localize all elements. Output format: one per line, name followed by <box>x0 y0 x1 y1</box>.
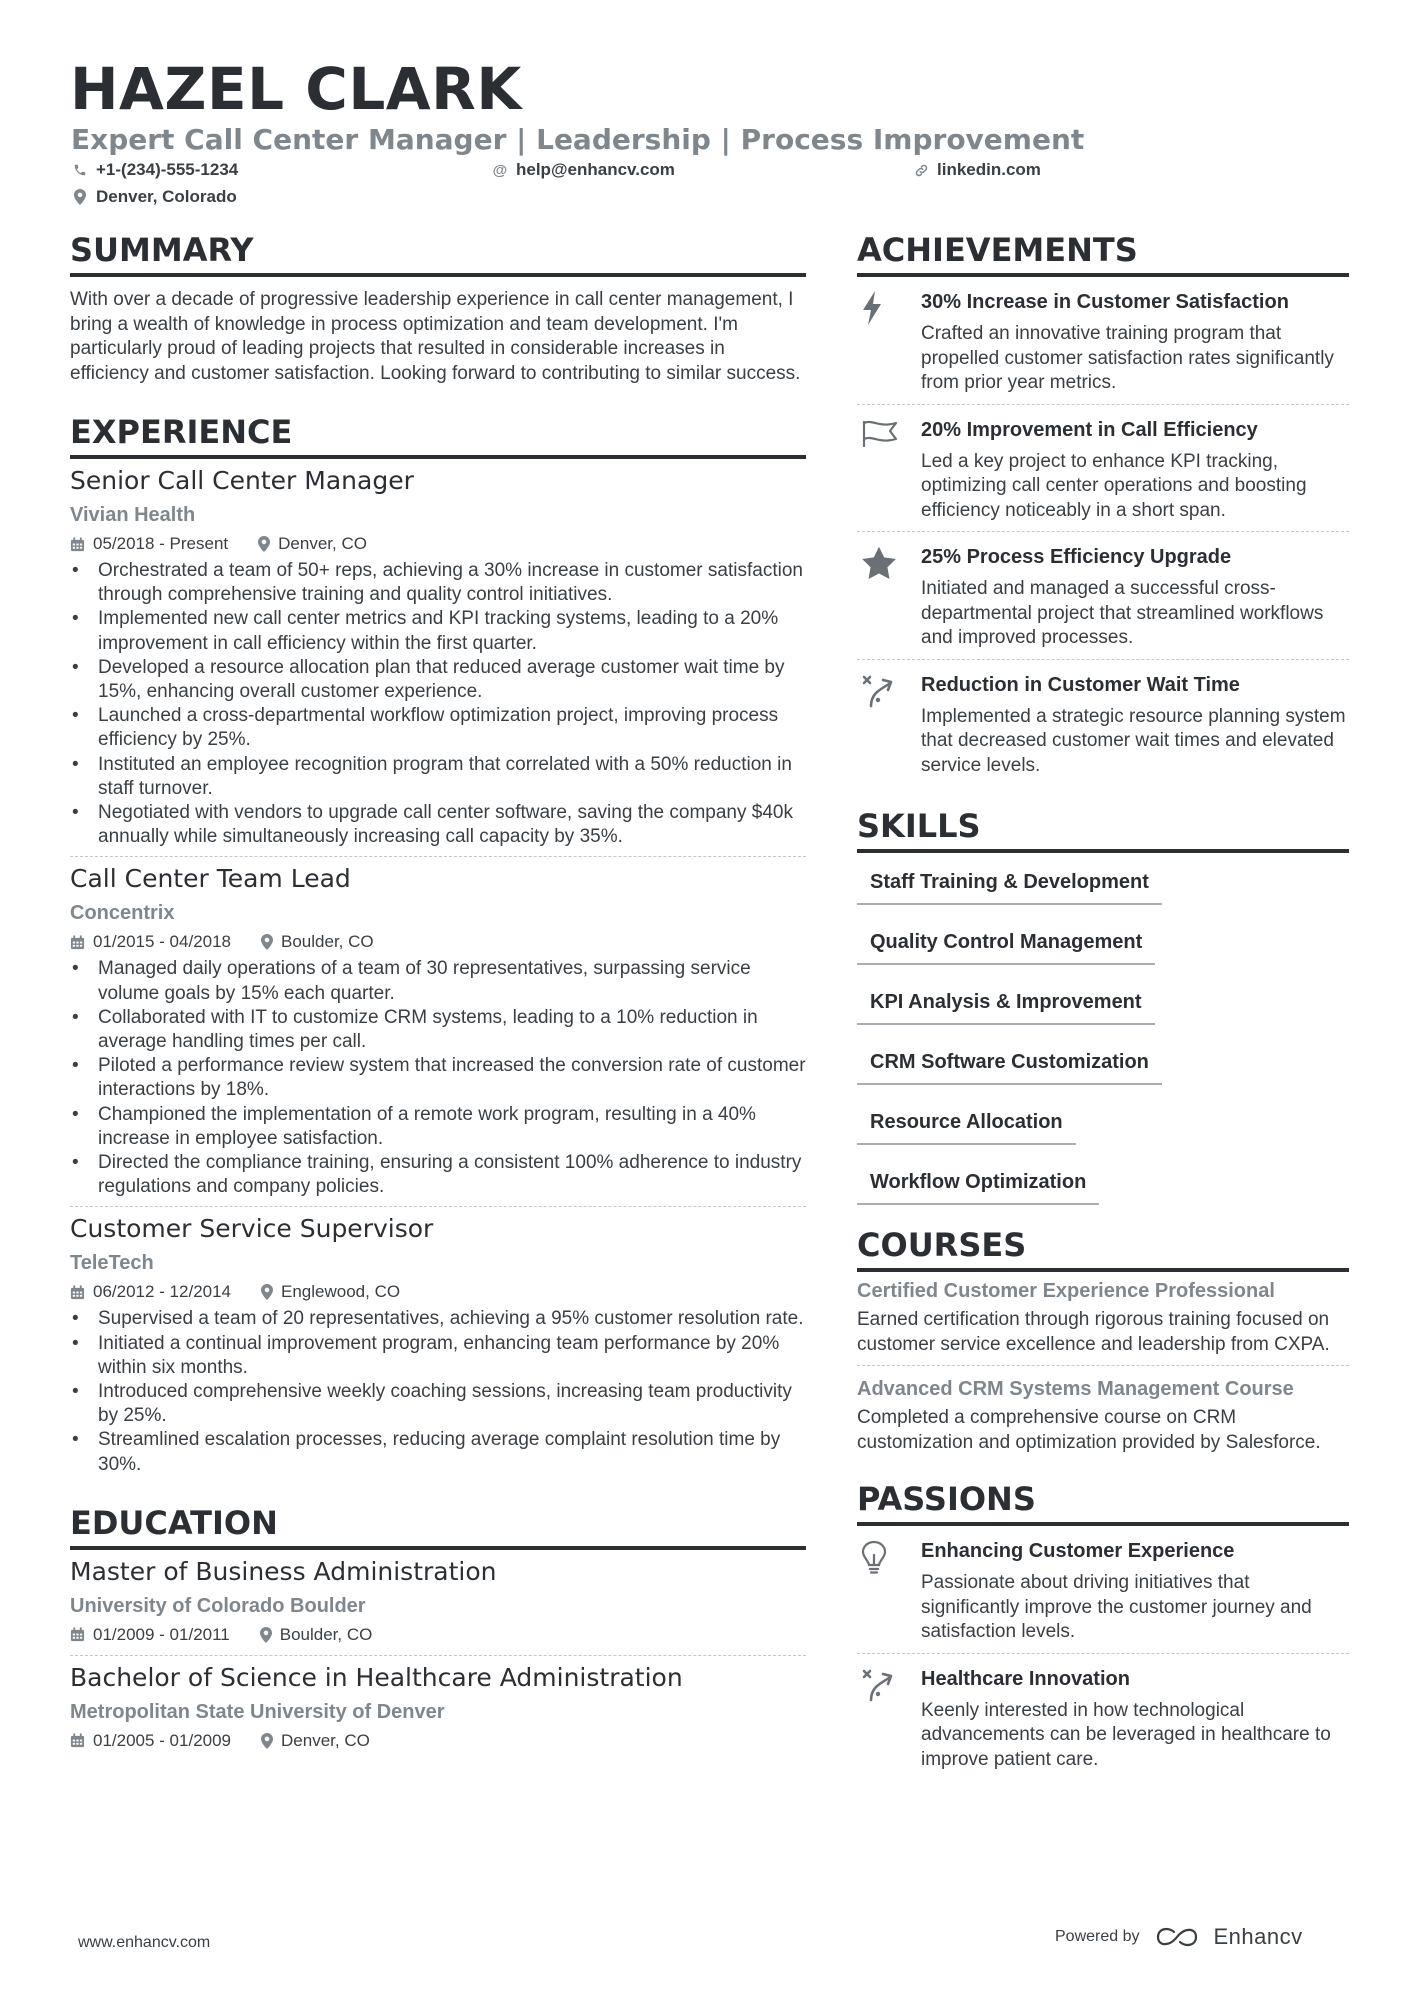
education-dates-text: 01/2009 - 01/2011 <box>93 1624 230 1644</box>
location-pin-icon <box>261 934 273 950</box>
job-location <box>261 1280 400 1304</box>
path-icon <box>857 1666 921 1773</box>
summary-heading: SUMMARY <box>70 230 806 277</box>
course-item <box>857 1272 1349 1365</box>
path-icon <box>857 672 921 779</box>
at-icon: @ <box>492 161 508 179</box>
skill-tag: CRM Software Customization <box>857 1043 1162 1085</box>
flag-icon <box>857 417 921 524</box>
job-dates <box>70 532 228 556</box>
passion-title: Healthcare Innovation <box>921 1667 1130 1690</box>
location-pin-icon <box>72 189 88 205</box>
location-text: Denver, Colorado <box>96 187 237 206</box>
job-entry <box>70 1207 806 1476</box>
star-icon <box>857 544 921 651</box>
courses-heading: COURSES <box>857 1225 1349 1272</box>
contact-linkedin[interactable] <box>913 160 1041 180</box>
achievement-title: Reduction in Customer Wait Time <box>921 673 1240 696</box>
achievement-desc: Led a key project to enhance KPI tracking, optimizing call center operations and boosting efficiency noticeably in a short span. <box>921 450 1307 521</box>
skill-tag: KPI Analysis & Improvement <box>857 983 1155 1025</box>
courses-section <box>857 1225 1349 1463</box>
left-column <box>70 230 806 1753</box>
job-dates-text: 05/2018 - Present <box>93 534 229 553</box>
job-location-text: Denver, CO <box>278 534 367 553</box>
job-title: Call Center Team Lead <box>70 864 351 894</box>
candidate-name: HAZEL CLARK <box>70 55 522 123</box>
passion-title: Enhancing Customer Experience <box>921 1540 1235 1562</box>
passions-heading: PASSIONS <box>857 1479 1349 1526</box>
link-icon <box>913 163 929 178</box>
lightning-icon <box>857 289 921 396</box>
summary-text: With over a decade of progressive leadership experience in call center management, I bring a wealth of knowledge in process optimization and team development. I'm particularly proud of leading projects that resulted in considerable increases in efficiency and customer satisfaction. Looking forward to contributing to similar success. <box>70 289 801 384</box>
job-bullet: • Launched a cross-departmental workflow optimization project, improving process efficiency by 25%. <box>70 704 806 752</box>
course-title: Certified Customer Experience Professional <box>857 1280 1275 1302</box>
phone-icon <box>72 163 88 177</box>
achievement-item <box>857 660 1349 787</box>
education-section <box>70 1503 806 1753</box>
achievements-heading: ACHIEVEMENTS <box>857 230 1349 277</box>
job-bullets <box>70 1307 806 1476</box>
calendar-icon <box>70 935 85 950</box>
location-pin-icon <box>260 1627 272 1643</box>
achievement-item <box>857 532 1349 659</box>
passions-section <box>857 1479 1349 1780</box>
education-dates <box>70 1623 230 1647</box>
achievement-desc: Implemented a strategic resource planning system that decreased customer wait times and elevated service levels. <box>921 705 1346 776</box>
job-bullet: • Streamlined escalation processes, reducing average complaint resolution time by 30%. <box>70 1428 806 1476</box>
school-name: Metropolitan State University of Denver <box>70 1700 445 1723</box>
footer-website[interactable]: www.enhancv.com <box>78 1934 211 1951</box>
job-company: Vivian Health <box>70 504 196 526</box>
job-company: TeleTech <box>70 1252 154 1275</box>
job-bullet: • Managed daily operations of a team of 30 representatives, surpassing service volume goals by 15% each quarter. <box>70 957 806 1005</box>
skills-list <box>857 853 1349 1223</box>
job-location <box>261 930 374 954</box>
achievement-item <box>857 277 1349 404</box>
calendar-icon <box>70 1285 85 1300</box>
education-entry <box>70 1550 806 1647</box>
experience-heading: EXPERIENCE <box>70 412 806 459</box>
footer-branding[interactable] <box>1055 1924 1303 1950</box>
summary-section <box>70 230 806 386</box>
job-dates <box>70 930 231 954</box>
job-meta <box>70 532 806 556</box>
passion-item <box>857 1526 1349 1653</box>
passion-desc: Keenly interested in how technological advancements can be leveraged in healthcare to improve patient care. <box>921 1699 1331 1770</box>
calendar-icon <box>70 537 85 552</box>
job-bullets <box>70 559 806 849</box>
job-location-text: Boulder, CO <box>281 932 374 952</box>
job-bullet: • Championed the implementation of a remote work program, resulting in a 40% increase in employee satisfaction. <box>70 1103 806 1151</box>
course-title: Advanced CRM Systems Management Course <box>857 1378 1294 1400</box>
location-pin-icon <box>261 1284 273 1300</box>
job-dates-text: 01/2015 - 04/2018 <box>93 932 232 952</box>
job-bullet: • Directed the compliance training, ensuring a consistent 100% adherence to industry regulations and company policies. <box>70 1151 806 1199</box>
degree-title: Master of Business Administration <box>70 1556 497 1586</box>
powered-by-text: Powered by <box>1055 1928 1140 1945</box>
skills-section <box>857 806 1349 1223</box>
calendar-icon <box>70 1627 85 1642</box>
job-bullet: • Negotiated with vendors to upgrade call center software, saving the company $40k annually while simultaneously increasing call capacity by 35%. <box>70 801 806 849</box>
job-location-text: Englewood, CO <box>281 1282 401 1302</box>
education-entry <box>70 1656 806 1753</box>
job-location <box>258 532 367 556</box>
course-desc: Earned certification through rigorous training focused on customer service excellence and leadership from CXPA. <box>857 1309 1330 1355</box>
achievement-title: 25% Process Efficiency Upgrade <box>921 546 1232 568</box>
achievement-item <box>857 405 1349 532</box>
achievements-section <box>857 230 1349 786</box>
education-meta <box>70 1729 806 1753</box>
location-pin-icon <box>261 1733 273 1749</box>
job-bullet: • Piloted a performance review system that increased the conversion rate of customer interactions by 18%. <box>70 1054 806 1102</box>
school-name: University of Colorado Boulder <box>70 1594 366 1617</box>
job-bullet: • Implemented new call center metrics and KPI tracking systems, leading to a 20% improvement in call efficiency within the first quarter. <box>70 607 806 655</box>
job-bullet: • Orchestrated a team of 50+ reps, achieving a 30% increase in customer satisfaction through comprehensive training and quality control initiatives. <box>70 559 806 607</box>
education-location-text: Boulder, CO <box>279 1624 373 1644</box>
job-bullet: • Supervised a team of 20 representatives, achieving a 95% customer resolution rate. <box>70 1307 806 1331</box>
contact-location <box>72 187 237 207</box>
job-bullet: • Collaborated with IT to customize CRM systems, leading to a 10% reduction in average handling times per call. <box>70 1006 806 1054</box>
right-column <box>857 230 1349 1780</box>
job-bullets <box>70 957 806 1199</box>
contact-phone <box>72 160 238 180</box>
brand-name: Enhancv <box>1213 1924 1303 1949</box>
job-title: Senior Call Center Manager <box>70 466 414 495</box>
education-location-text: Denver, CO <box>281 1730 370 1750</box>
location-pin-icon <box>258 536 270 552</box>
enhancv-logo-icon <box>1154 1925 1200 1949</box>
linkedin-text: linkedin.com <box>937 160 1041 179</box>
education-location <box>260 1623 373 1647</box>
skill-tag: Resource Allocation <box>857 1103 1076 1145</box>
degree-title: Bachelor of Science in Healthcare Administration <box>70 1662 683 1692</box>
job-meta <box>70 930 806 954</box>
job-dates <box>70 1280 231 1304</box>
calendar-icon <box>70 1733 85 1748</box>
job-bullet: • Initiated a continual improvement program, enhancing team performance by 20% within six months. <box>70 1332 806 1380</box>
passion-item <box>857 1654 1349 1781</box>
phone-text: +1-(234)-555-1234 <box>96 160 239 179</box>
achievement-desc: Crafted an innovative training program that propelled customer satisfaction rates significantly from prior year metrics. <box>921 323 1334 393</box>
skill-tag: Staff Training & Development <box>857 863 1162 905</box>
course-item <box>857 1366 1349 1463</box>
email-text: help@enhancv.com <box>516 160 675 179</box>
achievement-title: 30% Increase in Customer Satisfaction <box>921 291 1289 313</box>
experience-section <box>70 412 806 1477</box>
job-title: Customer Service Supervisor <box>70 1214 434 1244</box>
contact-email[interactable] <box>492 160 675 180</box>
course-desc: Completed a comprehensive course on CRM customization and optimization provided by Salesforce. <box>857 1407 1321 1453</box>
skills-heading: SKILLS <box>857 806 1349 853</box>
job-bullet: • Instituted an employee recognition program that correlated with a 50% reduction in staff turnover. <box>70 753 806 801</box>
education-dates <box>70 1729 231 1753</box>
job-entry <box>70 459 806 849</box>
achievement-desc: Initiated and managed a successful cross-departmental project that streamlined workflows and improved processes. <box>921 578 1324 648</box>
education-dates-text: 01/2005 - 01/2009 <box>93 1730 232 1750</box>
skill-tag: Workflow Optimization <box>857 1163 1099 1205</box>
job-dates-text: 06/2012 - 12/2014 <box>93 1282 232 1302</box>
education-meta <box>70 1623 806 1647</box>
passion-desc: Passionate about driving initiatives that significantly improve the customer journey and satisfaction levels. <box>921 1572 1312 1642</box>
lightbulb-icon <box>857 1538 921 1645</box>
job-entry <box>70 857 806 1199</box>
education-location <box>261 1729 370 1753</box>
job-company: Concentrix <box>70 902 175 925</box>
achievement-title: 20% Improvement in Call Efficiency <box>921 418 1258 441</box>
skill-tag: Quality Control Management <box>857 923 1155 965</box>
candidate-tagline: Expert Call Center Manager | Leadership | Process Improvement <box>71 123 1085 156</box>
job-bullet: • Developed a resource allocation plan that reduced average customer wait time by 15%, enhancing overall customer experience. <box>70 656 806 704</box>
job-bullet: • Introduced comprehensive weekly coaching sessions, increasing team productivity by 25%. <box>70 1380 806 1428</box>
education-heading: EDUCATION <box>70 1503 806 1550</box>
job-meta <box>70 1280 806 1304</box>
